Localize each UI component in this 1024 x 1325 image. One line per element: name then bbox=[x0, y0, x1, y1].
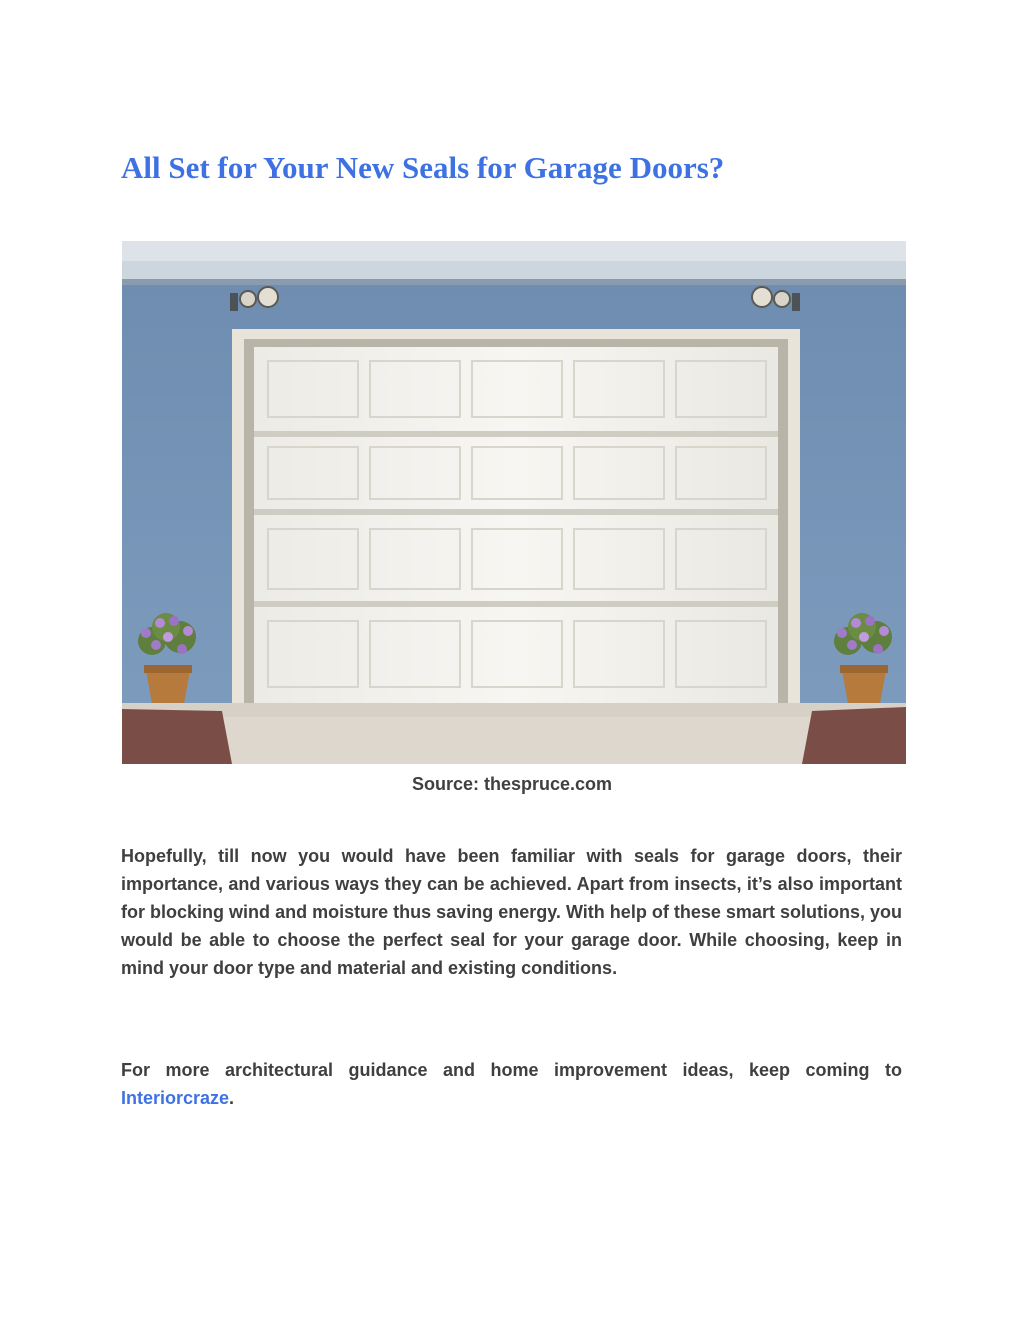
closing-paragraph bbox=[121, 1056, 902, 1112]
body-paragraph: Hopefully, till now you would have been familiar with seals for garage doors, their importance, and various ways they can be achieved. Apart from insects, it’s also important for blocking wind and moisture thus saving energy. With help of these smart solutions, you would be able to choose the perfect seal for your garage door. While choosing, keep in mind your door type and material and existing conditions. bbox=[121, 846, 902, 978]
image-caption: Source: thespruce.com bbox=[411, 774, 613, 794]
closing-end: . bbox=[229, 1088, 235, 1108]
closing-text: For more architectural guidance and home improvement ideas, keep coming to bbox=[121, 1060, 902, 1080]
interiorcraze-link[interactable]: Interiorcraze bbox=[121, 1088, 230, 1108]
page-title: All Set for Your New Seals for Garage Doors? bbox=[121, 150, 725, 185]
garage-door-photo bbox=[122, 241, 906, 764]
